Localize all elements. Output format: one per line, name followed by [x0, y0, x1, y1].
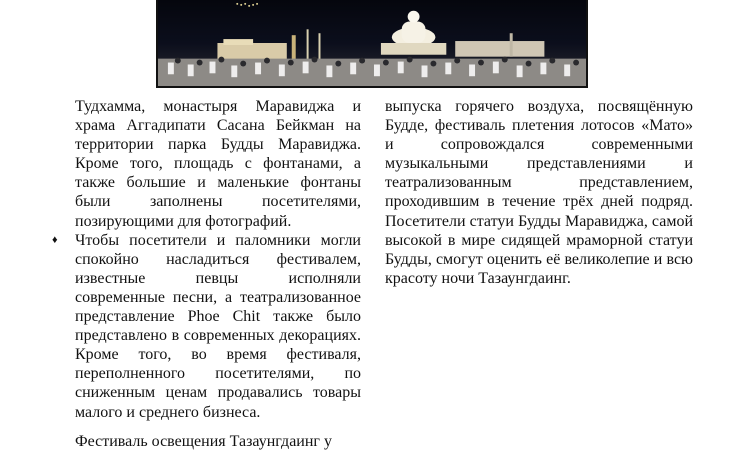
diamond-bullet-icon: ♦ [52, 233, 58, 246]
left-paragraph-1: Тудхамма, монастыря Маравиджа и храма Аггадипати Сасана Бейкман на территории парка Будды Маравиджа. Кроме того, площадь с фонтанами, а также большие и маленькие фонтаны были заполнены посетителями, позирующими для фотографий. [75, 98, 361, 230]
festival-photo-graphic [158, 0, 586, 86]
bullet-paragraph: Чтобы посетители и паломники могли спокойно насладиться фестивалем, известные певцы исполняли современные песни, а театрализованное представление Phoe Chit также было представлено в современных декорациях. Кроме того, во время фестиваля, переполненного посетителями, по сниженным ценам продавались товары малого и среднего бизнеса. [75, 231, 361, 421]
festival-photo [156, 0, 588, 88]
left-paragraph-3: Фестиваль освещения Тазаунгдаинг у [75, 432, 332, 450]
right-column [385, 97, 693, 288]
right-paragraph-1: выпуска горячего воздуха, посвящённую Будде, фестиваль плетения лотосов «Мато» и сопровождался современными музыкальными представлениями и театрализованным представлением, проходившим в течение трёх дней подряд. Посетители статуи Будды Маравиджа, самой высокой в мире сидящей мраморной статуи Будды, смогут оценить её великолепие и всю красоту ночи Тазаунгдаинг. [385, 98, 693, 287]
left-column [52, 97, 361, 451]
bullet-item [52, 231, 361, 422]
